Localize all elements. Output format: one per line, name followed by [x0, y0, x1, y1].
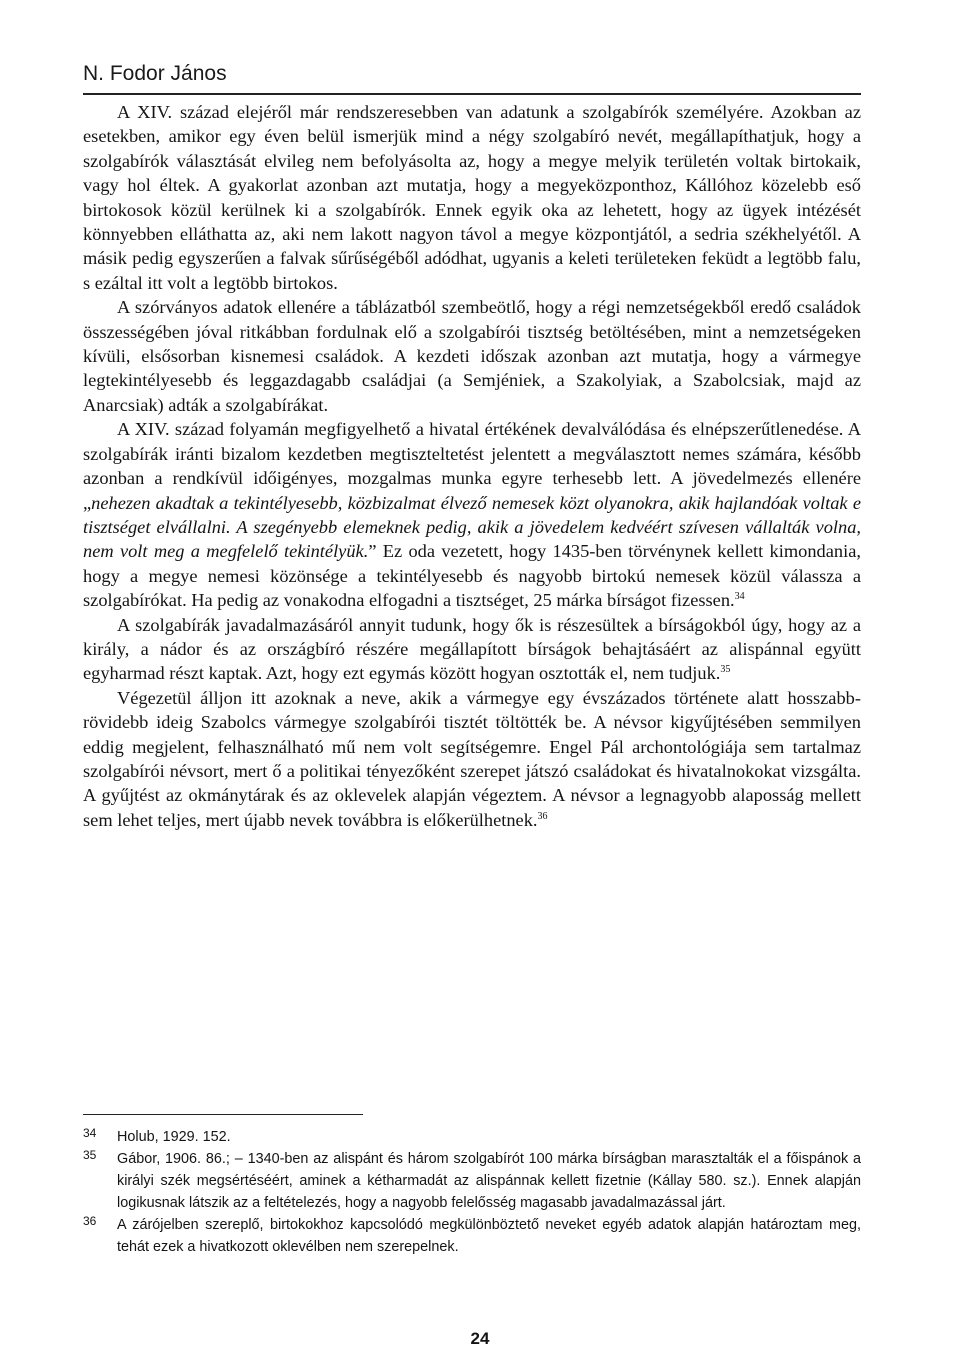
paragraph-2: A szórványos adatok ellenére a táblázatból szembeötlő, hogy a régi nemzetségekből eredő családok összességében jóval ritkábban fordulnak elő a szolgabírói tisztség betöltésében, mint a nemzetségeken kívüli, elsősorban kisnemesi családok. A kezdeti időszak azonban azt mutatja, hogy a vármegye legtekintélyesebb és leggazdagabb családjai (a Semjéniek, a Szakolyiak, a Szabolcsiak, majd az Anarcsiak) adták a szolgabírákat. — [83, 297, 861, 415]
footnote-ref-36[interactable]: 36 — [537, 810, 548, 822]
main-text — [83, 100, 861, 832]
footnote-rule — [83, 1114, 363, 1115]
page-number: 24 — [470, 1329, 490, 1348]
paragraph-1: A XIV. század elejéről már rendszeresebben van adatunk a szolgabírók személyére. Azokban az esetekben, amikor egy éven belül ismerjük mind a négy szolgabíró nevét, megállapíthatjuk, hogy a szolgabírók választását elvileg nem befolyásolta az, hogy a megye melyik területén voltak birtokaik, vagy hol éltek. A gyakorlat azonban azt mutatja, hogy a megyeközponthoz, Kállóhoz közelebb eső birtokosok közül kerülnek ki a szolgabírók. Ennek egyik oka az lehetett, hogy az ügyek intézését könnyebben elláthatta az, aki nem lakott nagyon távol a megye központjától, a sedria székhelyétől. A másik pedig egyszerűen a falvak sűrűségéből adódhat, ugyanis a keleti területeken feküdt a legtöbb falu, s ezáltal itt volt a legtöbb birtokos. — [83, 102, 861, 293]
running-header-author: N. Fodor János — [83, 62, 227, 85]
paragraph-5-text: Végezetül álljon itt azoknak a neve, akik a vármegye egy évszázados története alatt hosszabb-rövidebb ideig Szabolcs vármegye szolgabírói tisztét töltötték be. A névsor kigyűjtésében semmilyen eddig megjelent, felhasználható mű nem volt segítségemre. Engel Pál archontológiája sem tartalmaz szolgabírói névsort, mert ő a politikai tényezőként szerepet játszó családokat és hivatalnokokat vizsgálta. A gyűjtést az okmánytárak és az oklevelek alapján végeztem. A névsor a legnagyobb alaposság mellett sem lehet teljes, mert újabb nevek továbbra is előkerülhetnek. — [83, 687, 861, 830]
footnote-34 — [83, 1126, 861, 1148]
paragraph-4 — [83, 613, 861, 686]
footnote-36 — [83, 1214, 861, 1258]
footnote-number: 36 — [83, 1214, 97, 1228]
footnote-35 — [83, 1148, 861, 1214]
paragraph-5 — [83, 686, 861, 832]
footnote-ref-35[interactable]: 35 — [720, 664, 731, 676]
footnote-text: Holub, 1929. 152. — [117, 1129, 231, 1145]
paragraph-3-tail: ” Ez oda vezetett, hogy 1435-ben törvénynek kellett kimondania, hogy a megye nemesi közönsége a tekintélyesebb és nagyobb birtokú nemesek közül válassza a szolgabírókat. Ha pedig az vonakodna elfogadni a tisztséget, 25 márka bírságot fizessen. — [83, 541, 861, 611]
paragraph-4-text: A szolgabírák javadalmazásáról annyit tudunk, hogy ők is részesültek a bírságokból úgy, hogy az a király, a nádor és az országbíró részére megállapított bírságok behajtásáért az alispánnal együtt egyharmad részt kaptak. Azt, hogy ezt egymás között hogyan osztották el, nem tudjuk. — [83, 614, 861, 684]
paragraph-3-quotation: nehezen akadtak a tekintélyesebb, közbizalmat élvező nemesek közt olyanokra, akik hajlandóak voltak e tisztséget elvállalni. A szegényebb elemeknek pedig, akik a jövedelem kedvéért szívesen vállalták volna, nem volt meg a megfelelő tekintélyük. — [83, 492, 861, 562]
paragraph-3 — [83, 417, 861, 612]
footnote-text: Gábor, 1906. 86.; – 1340-ben az alispánt és három szolgabírót 100 márka bírságban marasztalták el a főispánok a királyi szék megsértéséért, aminek a kétharmadát az alispánnak kellett fizetnie (Kállay 580. sz.). Ennek alapján logikusnak látszik az a feltételezés, hogy a nagyobb felelősség magasabb javadalmazással járt. — [117, 1151, 861, 1211]
footnote-text: A zárójelben szereplő, birtokokhoz kapcsolódó megkülönböztető neveket egyéb adatok alapján határoztam meg, tehát ezek a hivatkozott oklevélben nem szerepelnek. — [117, 1217, 861, 1255]
header-rule — [83, 93, 861, 95]
footnote-number: 34 — [83, 1126, 97, 1140]
footnotes — [83, 1126, 861, 1258]
footnote-ref-34[interactable]: 34 — [734, 591, 745, 602]
footnote-number: 35 — [83, 1148, 97, 1162]
paragraph-3-lead: A XIV. század folyamán megfigyelhető a hivatal értékének devalválódása és elnépszerűtlenedése. A szolgabírák iránti bizalom kezdetben megtiszteltetést jelentett a megválasztott nemes számára, később azonban a rendkívül időigényes, mozgalmas munka egyre terhesebb lett. A jövedelmezés ellenére „ — [83, 419, 861, 513]
